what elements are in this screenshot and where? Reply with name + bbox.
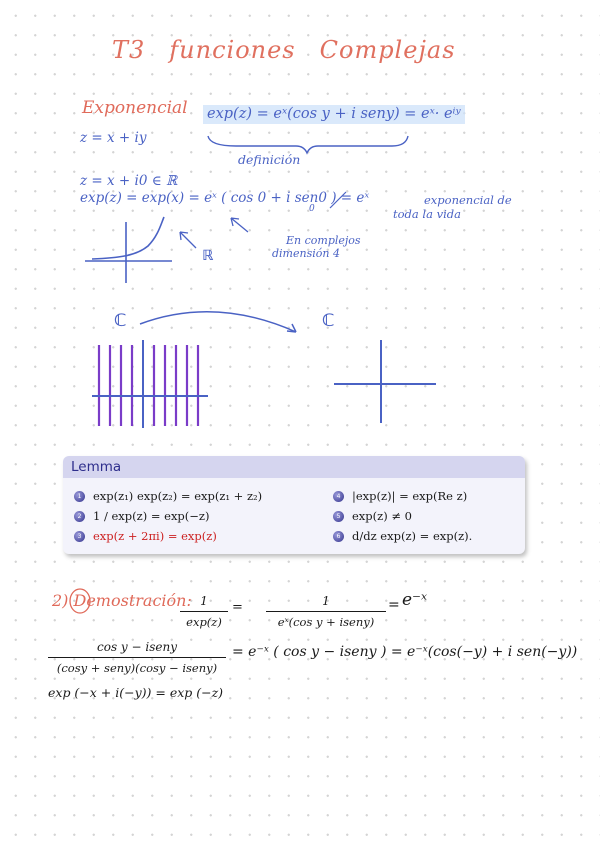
fraction-bar	[180, 611, 228, 612]
complex-note-line-1: En complejos	[286, 234, 361, 247]
result-e-neg-x: e⁻ˣ	[402, 590, 428, 610]
mapping-arrow	[140, 312, 296, 332]
lemma-item-6	[333, 526, 472, 546]
title-part-1: T3	[112, 36, 146, 64]
lemma-item-text: exp(z) ≠ 0	[352, 509, 412, 523]
lemma-box	[63, 456, 525, 554]
lemma-item-2	[74, 506, 262, 526]
demo-line-5: exp (−x + i(−y)) = exp (−z)	[48, 685, 224, 700]
bullet-icon: 2	[74, 511, 85, 522]
z-definition: z = x + iy	[80, 130, 147, 146]
zero-subscript: 0	[309, 204, 315, 214]
exponential-note-line-2: toda la vida	[393, 207, 462, 221]
fraction-1-denominator: exp(z)	[186, 615, 222, 629]
lemma-item-text: d/dz exp(z) = exp(z).	[352, 529, 473, 543]
brace-label: definición	[238, 152, 301, 167]
lemma-item-4	[333, 486, 472, 506]
bullet-icon: 4	[333, 491, 344, 502]
exponential-definition: exp(z) = eˣ(cos y + i seny) = eˣ· eⁱʸ	[203, 105, 465, 124]
lemma-header: Lemma	[63, 456, 525, 478]
real-line-label: ℝ	[202, 248, 214, 264]
lemma-right-column	[333, 486, 472, 546]
lemma-item-text: exp(z₁) exp(z₂) = exp(z₁ + z₂)	[93, 489, 263, 503]
fraction-bar	[266, 611, 386, 612]
lemma-left-column	[74, 486, 262, 546]
fraction-2-numerator: 1	[322, 594, 330, 608]
strike-sen0	[330, 192, 346, 208]
fraction-3	[48, 640, 226, 675]
fraction-1	[180, 594, 228, 629]
demonstration-heading: 2) Demostración:	[52, 591, 192, 610]
lemma-item-3	[74, 526, 262, 546]
complex-note-line-2: dimensión 4	[272, 247, 340, 260]
equals-sign: =	[232, 600, 243, 615]
fraction-1-numerator: 1	[200, 594, 208, 608]
fraction-2-denominator: eˣ(cos y + iseny)	[277, 615, 375, 629]
exp-real-line: exp(z) = exp(x) = eˣ ( cos 0 + i sen0 ) = eˣ	[80, 190, 370, 206]
lemma-item-text: exp(z + 2πi) = exp(z)	[93, 529, 217, 543]
fraction-bar	[48, 657, 226, 658]
bullet-icon: 5	[333, 511, 344, 522]
lemma-item-5	[333, 506, 472, 526]
title-part-2: funciones	[169, 36, 296, 64]
equals-sign: =	[388, 597, 400, 613]
bullet-icon: 3	[74, 531, 85, 542]
fraction-2	[266, 594, 386, 629]
lemma-item-1	[74, 486, 262, 506]
complex-plane-label-right: ℂ	[322, 311, 335, 331]
exp-graph	[85, 217, 172, 283]
bullet-icon: 1	[74, 491, 85, 502]
exponential-note-line-1: exponencial de	[424, 193, 512, 207]
fraction-3-numerator: cos y − iseny	[97, 640, 177, 654]
exponential-heading: Exponencial	[82, 98, 188, 118]
vertical-lines-plane	[99, 345, 198, 426]
demo-line-4: = e⁻ˣ ( cos y − iseny ) = e⁻ˣ(cos(−y) + i sen(−y))	[232, 644, 578, 660]
z-real-line: z = x + i0 ∈ ℝ	[80, 173, 178, 189]
complex-note-arrow	[231, 218, 248, 232]
definition-brace	[208, 136, 408, 153]
right-plane-axes	[334, 340, 436, 423]
lemma-item-text: 1 / exp(z) = exp(−z)	[93, 509, 210, 523]
title-part-3: Complejas	[319, 36, 456, 64]
complex-plane-label-left: ℂ	[114, 311, 127, 331]
bullet-icon: 6	[333, 531, 344, 542]
fraction-3-denominator: (cosy + seny)(cosy − iseny)	[56, 661, 218, 675]
lemma-item-text: |exp(z)| = exp(Re z)	[352, 489, 468, 503]
real-arrow	[180, 232, 196, 248]
